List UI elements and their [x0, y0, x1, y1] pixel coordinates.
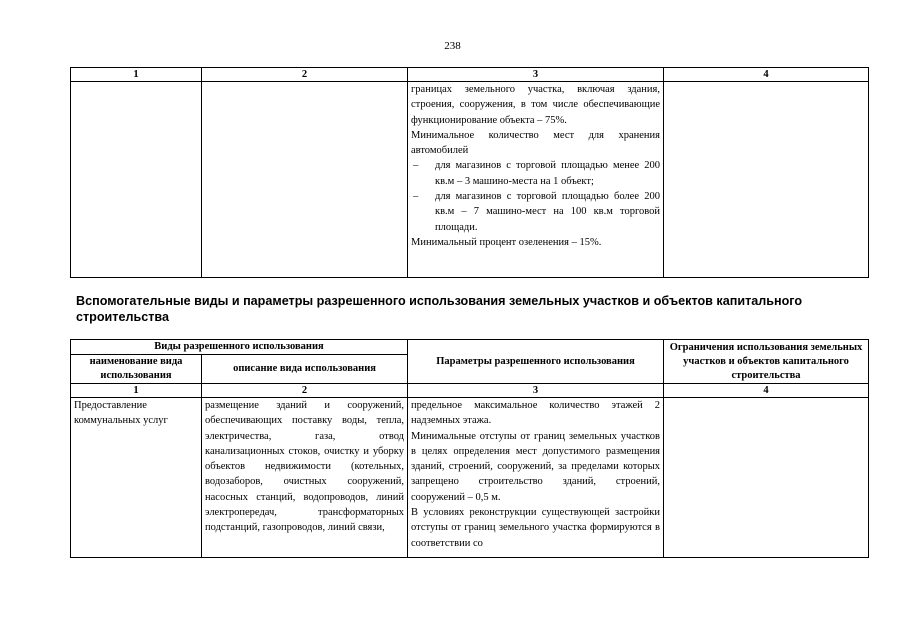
- column-header: описание вида использования: [202, 355, 408, 384]
- column-number: 3: [408, 68, 664, 82]
- table-cell: [664, 82, 869, 278]
- table-cell: [71, 82, 202, 278]
- list-item-text: для магазинов с торговой площадью более 200 кв.м – 7 машино-мест на 100 кв.м торговой площади.: [435, 191, 660, 233]
- column-number: 4: [664, 68, 869, 82]
- column-number: 1: [71, 384, 202, 398]
- parameters-cell: [408, 82, 664, 278]
- table-row: [71, 82, 869, 278]
- section-heading: Вспомогательные виды и параметры разрешенного использования земельных участков и объектов капитального строительства: [76, 294, 803, 324]
- auxiliary-uses-table: [70, 339, 869, 558]
- table-cell: [202, 82, 408, 278]
- dash-bullet: –: [413, 191, 419, 203]
- table-row: [71, 398, 869, 558]
- paragraph: Минимальные отступы от границ земельных участков в целях определения мест допустимого размещения зданий, строений, сооружений, за пределами которых запрещено строительство зданий, строений, сооружений – 0,5 м.: [411, 430, 661, 503]
- paragraph: Минимальный процент озеленения – 15%.: [411, 236, 602, 248]
- column-number: 3: [408, 384, 664, 398]
- use-description-cell: размещение зданий и сооружений, обеспечивающих поставку воды, тепла, электричества, газа, отвод канализационных стоков, очистку и уборку объектов недвижимости (котельных, водозаборов, очистных сооружений, насосных станций, водопроводов, линий электропередач, трансформаторных подстанций, газопроводов, линий связи,: [202, 398, 408, 558]
- group-header: Виды разрешенного использования: [71, 340, 408, 355]
- column-header: Параметры разрешенного использования: [408, 340, 664, 384]
- column-number: 2: [202, 384, 408, 398]
- continued-table: [70, 67, 869, 278]
- column-number: 2: [202, 68, 408, 82]
- column-number-row: [71, 68, 869, 82]
- paragraph: границах земельного участка, включая здания, строения, сооружения, в том числе обеспечивающие функционирование объекта – 75%.: [411, 84, 660, 126]
- column-header: наименование вида использования: [71, 355, 202, 384]
- paragraph: предельное максимальное количество этажей 2 надземных этажа.: [411, 400, 661, 427]
- paragraph: Минимальное количество мест для хранения автомобилей: [411, 129, 660, 157]
- restrictions-cell: [664, 398, 869, 558]
- list-item: [411, 189, 660, 235]
- parameters-cell: [408, 398, 664, 558]
- column-number: 4: [664, 384, 869, 398]
- page-number: 238: [444, 40, 461, 52]
- paragraph: В условиях реконструкции существующей застройки отступы от границ земельного участка формируются в соответствии со: [411, 507, 661, 549]
- use-name-cell: Предоставление коммунальных услуг: [71, 398, 202, 558]
- header-row: [71, 340, 869, 355]
- list-item-text: для магазинов с торговой площадью менее 200 кв.м – 3 машино-места на 1 объект;: [435, 160, 660, 187]
- dash-bullet: –: [413, 160, 419, 172]
- column-number: 1: [71, 68, 202, 82]
- list-item: [411, 158, 660, 189]
- column-number-row: [71, 384, 869, 398]
- column-header: Ограничения использования земельных участков и объектов капитального строительства: [664, 340, 869, 384]
